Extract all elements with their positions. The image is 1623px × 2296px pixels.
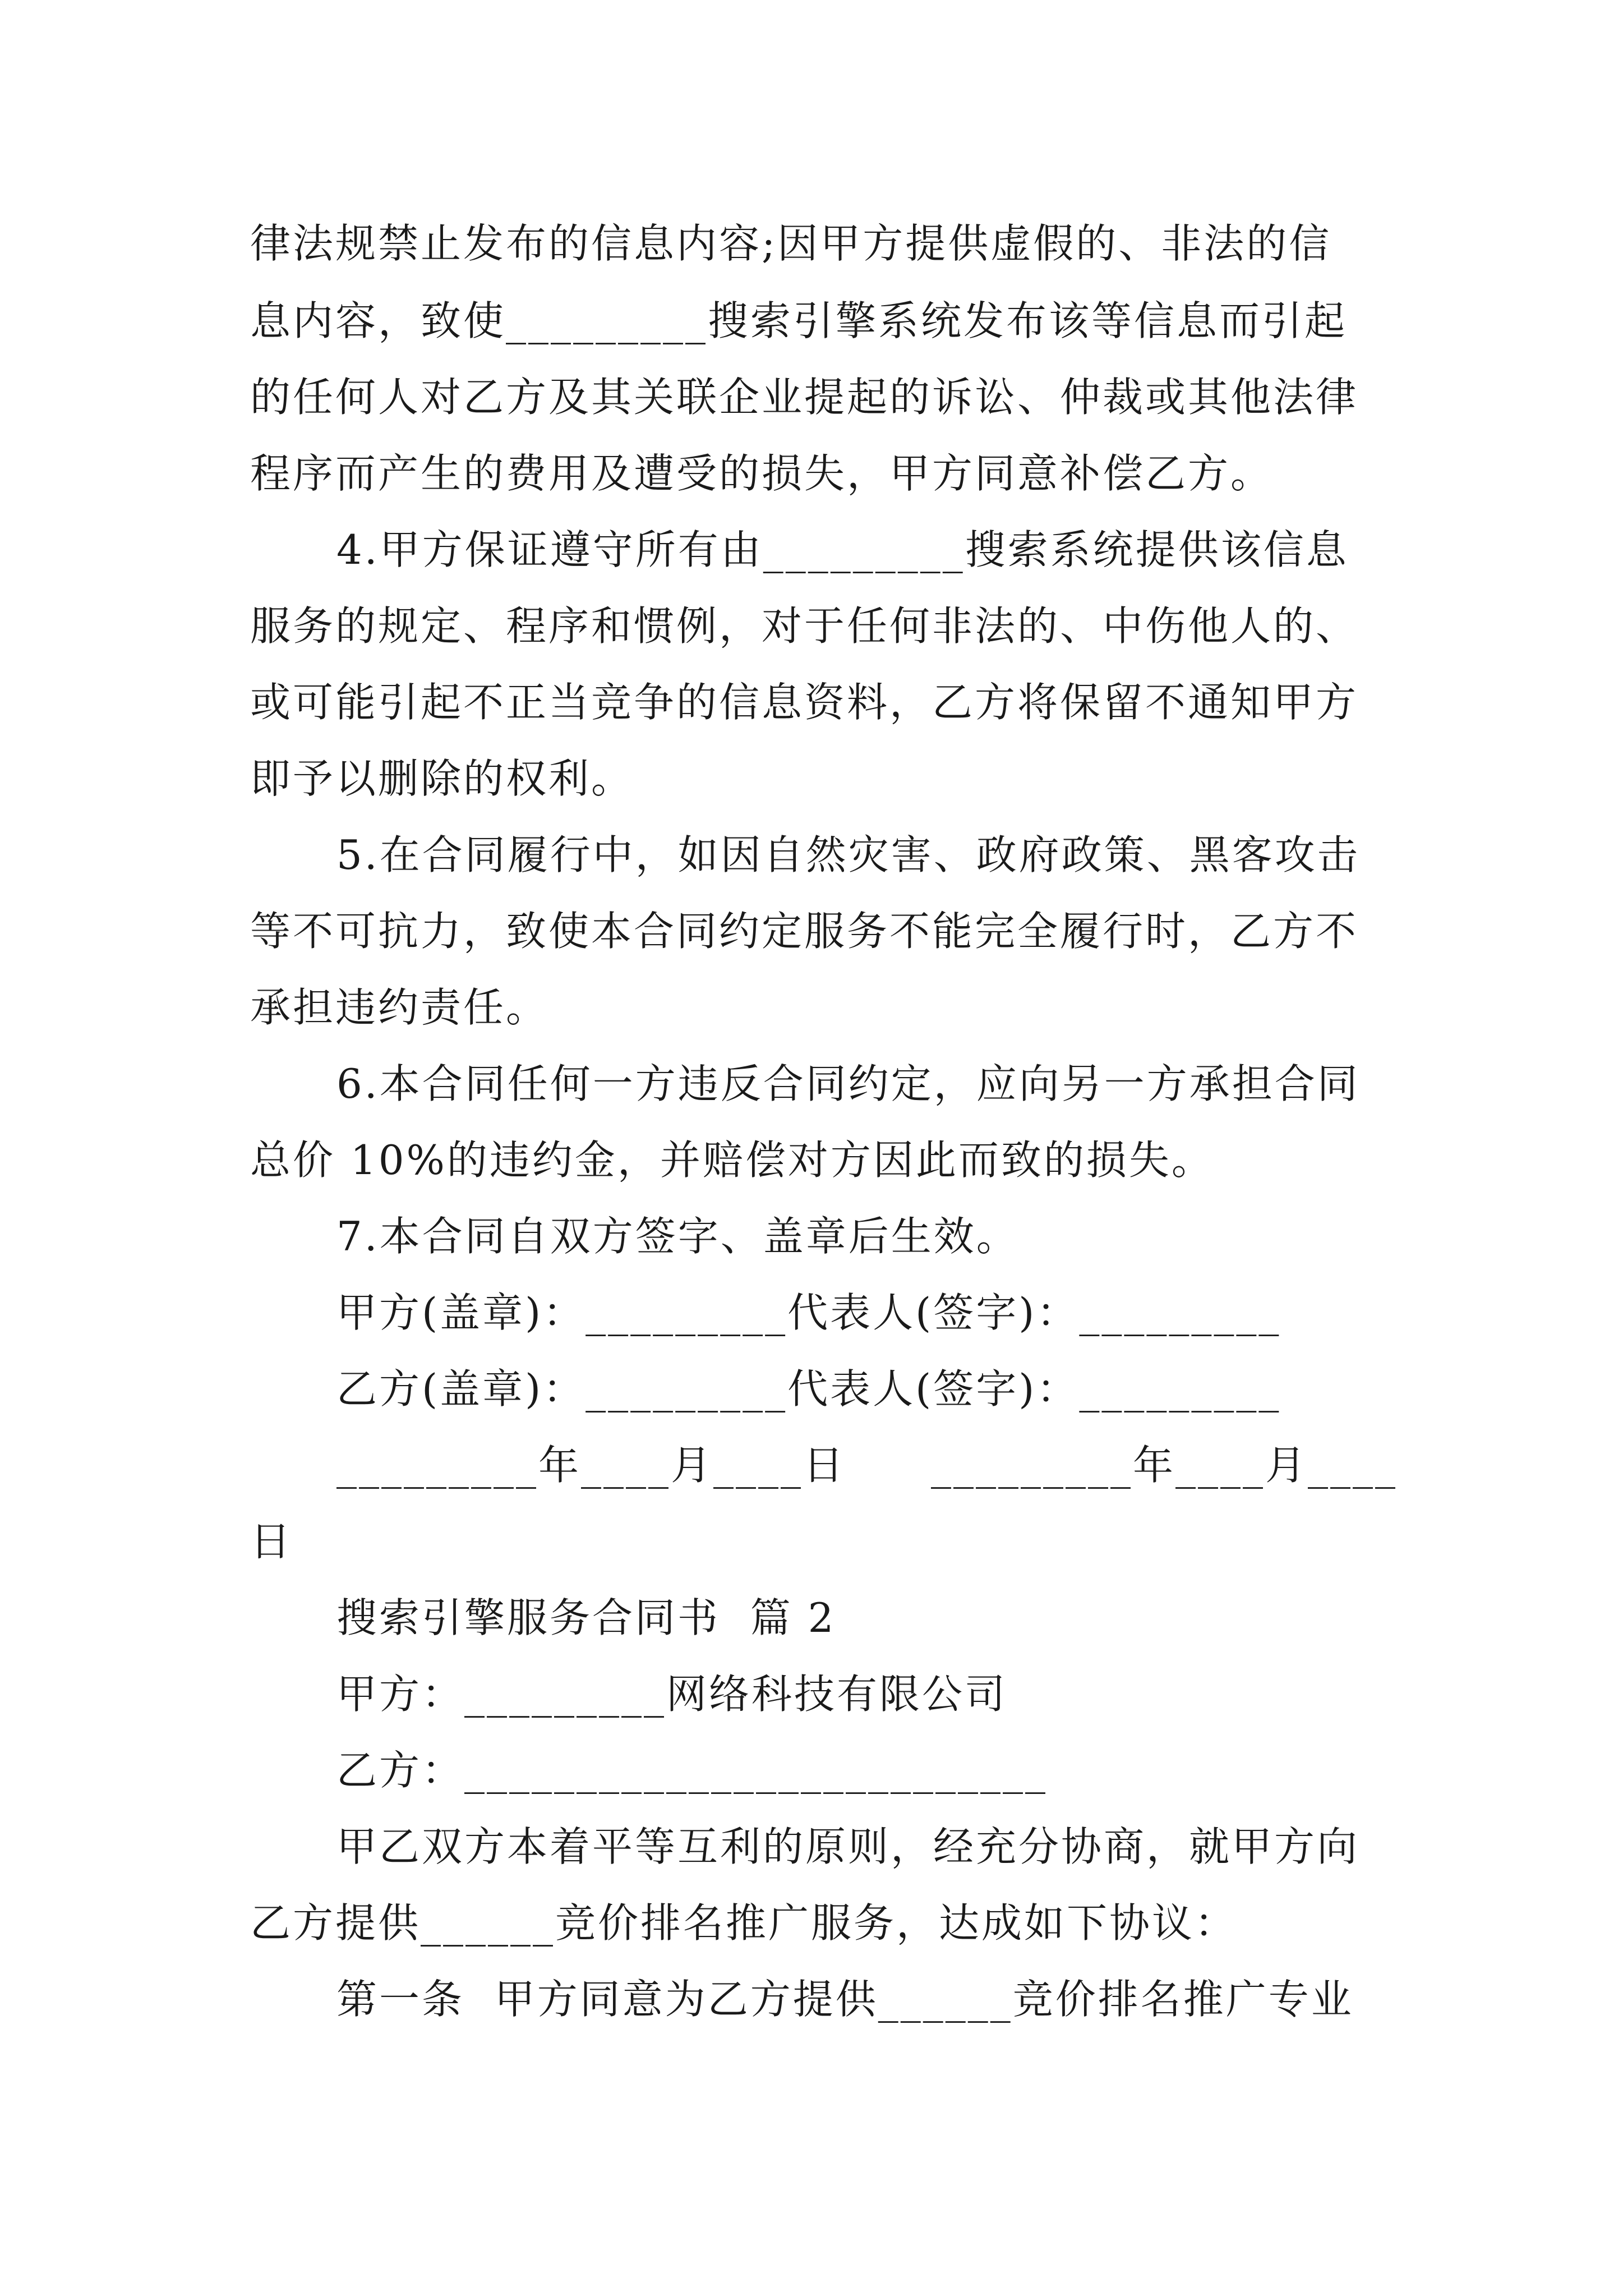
signature-line-party-b: 乙方(盖章)：_________代表人(签字)：_________: [336, 1365, 1281, 1412]
text-line: 日: [250, 1518, 293, 1565]
party-a-line: 甲方：_________网络科技有限公司: [336, 1671, 1008, 1718]
text-line: 承担违约责任。: [250, 984, 549, 1031]
text-line: 乙方提供______竞价排名推广服务，达成如下协议：: [250, 1899, 1238, 1947]
text-line: 总价 10%的违约金，并赔偿对方因此而致的损失。: [250, 1137, 1214, 1184]
text-line: 或可能引起不正当竞争的信息资料，乙方将保留不通知甲方: [250, 679, 1359, 726]
text-line: 即予以删除的权利。: [250, 755, 634, 802]
date-line: _________年____月____日 _________年____月____: [336, 1442, 1398, 1489]
text-line: 息内容，致使_________搜索引擎系统发布该等信息而引起: [250, 297, 1348, 344]
section-title: 搜索引擎服务合同书 篇 2: [336, 1594, 836, 1641]
text-line: 7.本合同自双方签字、盖章后生效。: [336, 1213, 1019, 1260]
text-line: 的任何人对乙方及其关联企业提起的诉讼、仲裁或其他法律: [250, 374, 1359, 421]
text-line: 服务的规定、程序和惯例，对于任何非法的、中伤他人的、: [250, 602, 1359, 650]
text-line: 4.甲方保证遵守所有由_________搜索系统提供该信息: [336, 526, 1349, 573]
text-line: 第一条 甲方同意为乙方提供______竞价排名推广专业: [336, 1976, 1354, 2023]
text-line: 等不可抗力，致使本合同约定服务不能完全履行时，乙方不: [250, 908, 1359, 955]
party-b-line: 乙方：__________________________: [336, 1747, 1048, 1794]
text-line: 律法规禁止发布的信息内容;因甲方提供虚假的、非法的信: [250, 220, 1332, 267]
text-line: 程序而产生的费用及遭受的损失，甲方同意补偿乙方。: [250, 450, 1274, 497]
text-line: 甲乙双方本着平等互利的原则，经充分协商，就甲方向: [336, 1823, 1360, 1870]
signature-line-party-a: 甲方(盖章)：_________代表人(签字)：_________: [336, 1289, 1281, 1336]
text-line: 6.本合同任何一方违反合同约定，应向另一方承担合同: [336, 1060, 1360, 1107]
text-line: 5.在合同履行中，如因自然灾害、政府政策、黑客攻击: [336, 831, 1360, 878]
